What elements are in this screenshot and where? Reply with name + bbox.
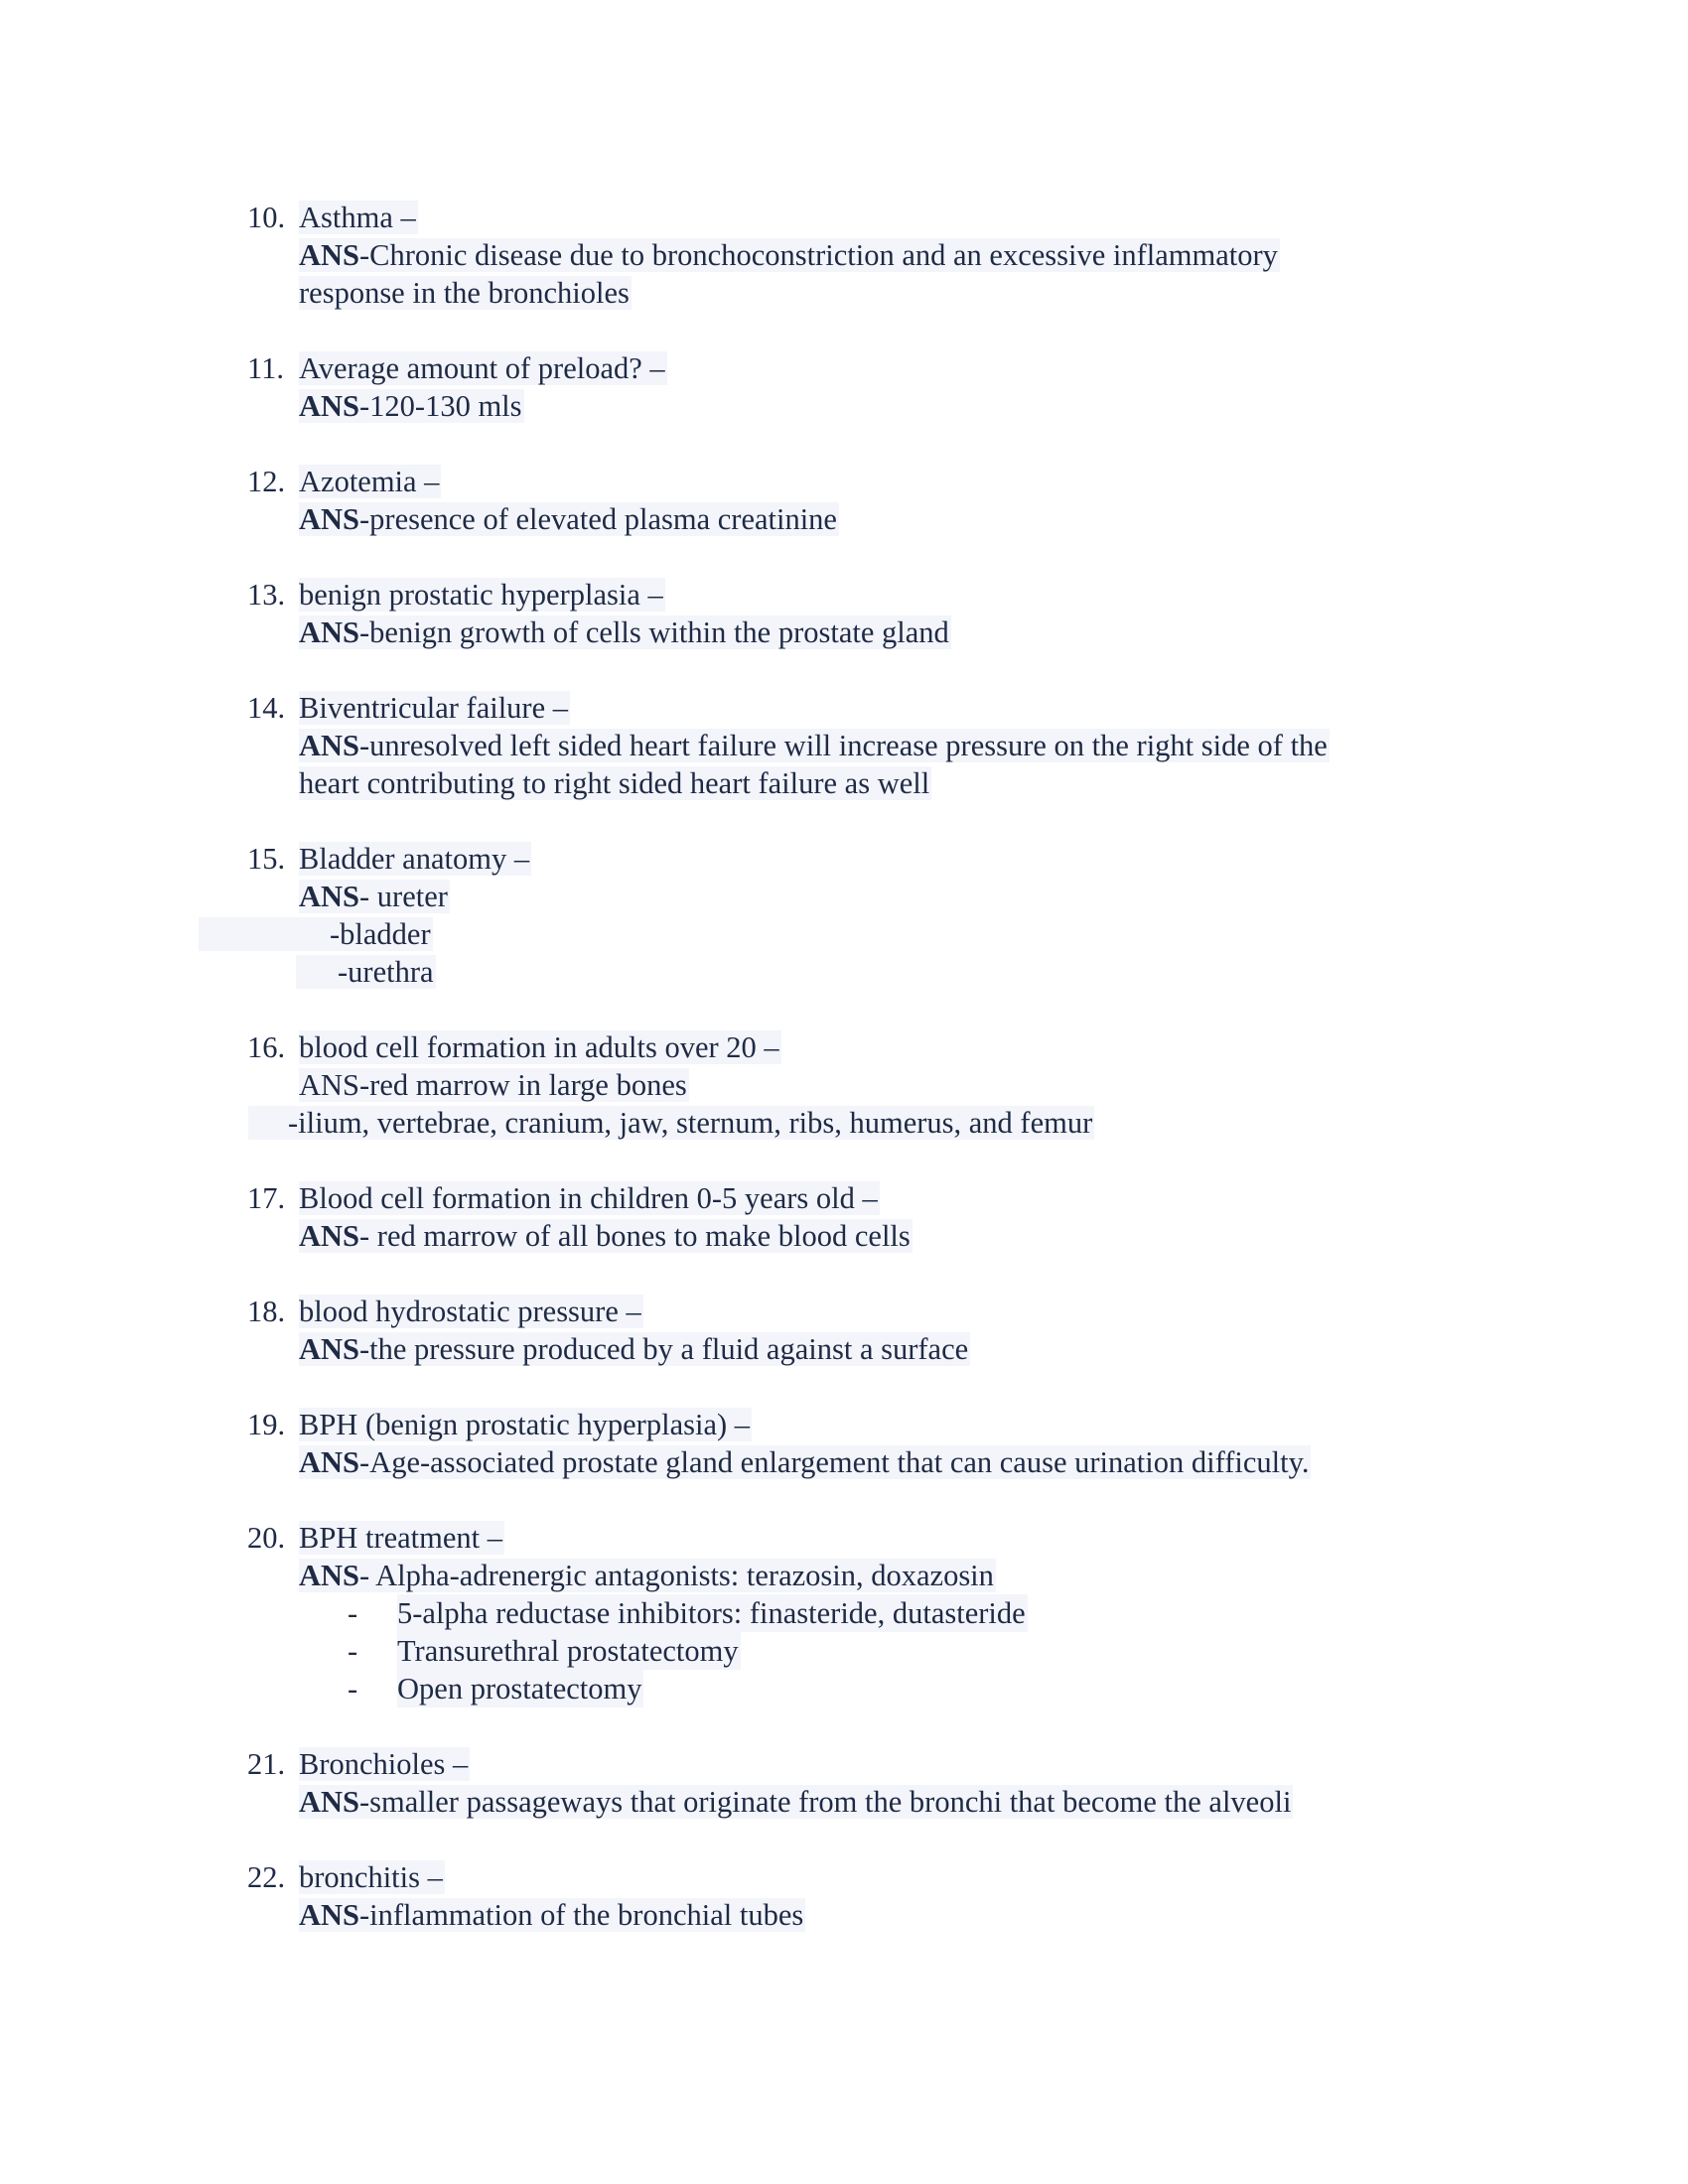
item-number: 12.: [247, 465, 286, 498]
answer-text: ANS-benign growth of cells within the prostate gland: [299, 615, 949, 649]
question-text: blood hydrostatic pressure –: [299, 1295, 641, 1328]
answer-text: ANS-unresolved left sided heart failure will increase pressure on the right side of the: [299, 729, 1328, 762]
answer-continuation: -urethra: [296, 953, 436, 991]
item-number: 16.: [247, 1030, 286, 1064]
item-number: 18.: [247, 1295, 286, 1328]
answer-text: ANS-red marrow in large bones: [299, 1068, 687, 1102]
answer-text: ANS-presence of elevated plasma creatinine: [299, 502, 837, 536]
question-text: blood cell formation in adults over 20 –: [299, 1030, 779, 1064]
question-text: Average amount of preload? –: [299, 351, 665, 385]
item-number: 22.: [247, 1860, 286, 1894]
item-number: 17.: [247, 1181, 286, 1215]
answer-text: ANS-inflammation of the bronchial tubes: [299, 1898, 804, 1932]
question-text: Asthma –: [299, 201, 416, 234]
answer-continuation: -ilium, vertebrae, cranium, jaw, sternum, ribs, humerus, and femur: [248, 1104, 1094, 1142]
bullet-dash: -: [348, 1634, 358, 1668]
item-number: 15.: [247, 842, 286, 876]
question-text: Blood cell formation in children 0-5 years old –: [299, 1181, 878, 1215]
answer-text: ANS-smaller passageways that originate from the bronchi that become the alveoli: [299, 1785, 1292, 1819]
item-number: 13.: [247, 578, 286, 612]
item-number: 20.: [247, 1521, 286, 1555]
item-number: 19.: [247, 1408, 286, 1441]
question-text: bronchitis –: [299, 1860, 443, 1894]
document-page: 10. Asthma – ANS-Chronic disease due to bronchoconstriction and an excessive inflammatory response in the bronchioles 11. Average amount of preload? – ANS-120-130 mls 12. Azotemia – ANS-presence of elevated plasma creatinine 13. benign prostatic hyperplasia – ANS-benign growth of cells within the prostate gland 14. Biventricular failure – ANS-unresolved left sided heart failure will increase pressure on the right side of the heart contributing to right sided heart failure as well 15. Bladder anatomy – ANS- ureter -bladder -urethra 16. blood cell formation in adults over 20 – ANS-red marrow in large bones -ilium, vertebrae, cranium, jaw, sternum, ribs, humerus, and femur 17. Blood cell formation in children 0-5 years old – ANS- red marrow of all bones to make blood cells 18. blood hydrostatic pressure – ANS-the pressure produced by a fluid against a surface 19. BPH (benign prostatic hyperplasia) – ANS-Age-associated prostate gland enlargement that can cause urination difficulty. 20. BPH treatment – ANS- Alpha-adrenergic antagonists: terazosin, doxazosin - 5-alpha reductase inhibitors: finasteride, dutasteride - Transurethral prostatectomy - Open prostatectomy 21. Bronchioles – ANS-smaller passageways that originate from the bronchi that become the alveoli 22. bronchitis – ANS-inflammation of the bronchial tubes: [0, 0, 1688, 2184]
answer-continuation: heart contributing to right sided heart failure as well: [299, 766, 930, 800]
item-number: 14.: [247, 691, 286, 725]
bullet-dash: -: [348, 1672, 358, 1706]
item-number: 11.: [247, 351, 284, 385]
item-number: 10.: [247, 201, 286, 234]
question-text: BPH treatment –: [299, 1521, 502, 1555]
question-text: Bladder anatomy –: [299, 842, 530, 876]
answer-text: ANS-120-130 mls: [299, 389, 522, 423]
item-number: 21.: [247, 1747, 286, 1781]
answer-text: ANS- red marrow of all bones to make blood cells: [299, 1219, 911, 1253]
question-text: benign prostatic hyperplasia –: [299, 578, 663, 612]
question-text: Azotemia –: [299, 465, 440, 498]
bullet-dash: -: [348, 1596, 358, 1630]
answer-text: ANS- Alpha-adrenergic antagonists: terazosin, doxazosin: [299, 1559, 994, 1592]
answer-text: ANS-Age-associated prostate gland enlargement that can cause urination difficulty.: [299, 1445, 1310, 1479]
answer-text: ANS-Chronic disease due to bronchoconstriction and an excessive inflammatory: [299, 238, 1278, 272]
answer-continuation: response in the bronchioles: [299, 276, 630, 310]
answer-continuation: -bladder: [199, 915, 433, 953]
answer-text: ANS- ureter: [299, 880, 448, 913]
question-text: Biventricular failure –: [299, 691, 569, 725]
question-text: BPH (benign prostatic hyperplasia) –: [299, 1408, 751, 1441]
question-text: Bronchioles –: [299, 1747, 469, 1781]
answer-text: ANS-the pressure produced by a fluid against a surface: [299, 1332, 969, 1366]
